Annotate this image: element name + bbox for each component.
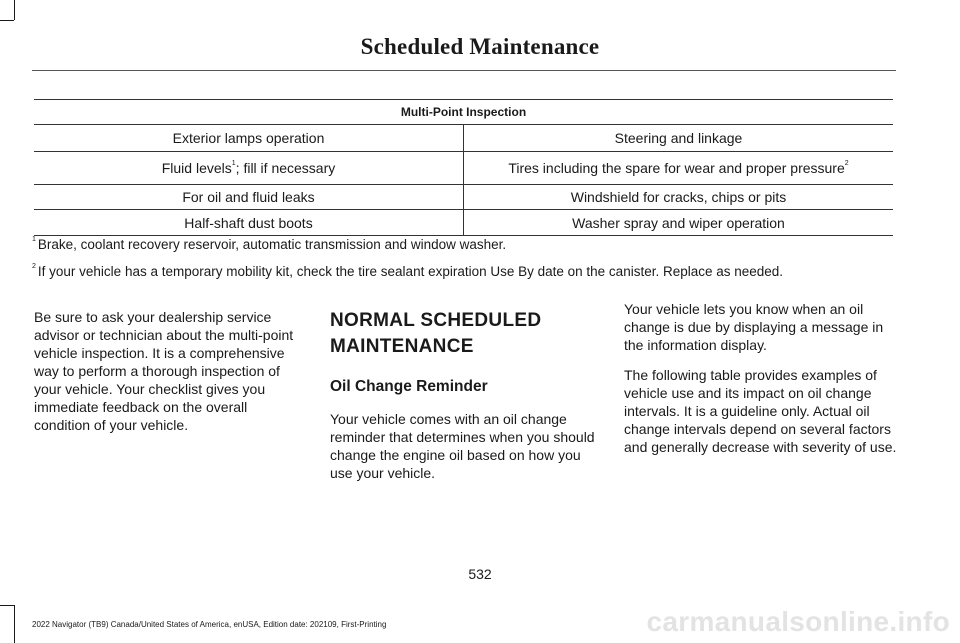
footnote-marker: 2 xyxy=(32,263,36,270)
edition-info: 2022 Navigator (TB9) Canada/United States of America, enUSA, Edition date: 202109, First-Printing xyxy=(32,620,387,629)
footnote-1 xyxy=(32,237,506,252)
multi-point-inspection-table xyxy=(34,99,893,236)
paragraph: Be sure to ask your dealership service advisor or technician about the multi-point vehicle inspection. It is a comprehensive way to perform a thorough inspection of your vehicle. Your checklist gives you immediate feedback on the overall condition of your vehicle. xyxy=(34,309,294,433)
page-title: Scheduled Maintenance xyxy=(360,34,600,59)
crop-mark-bottom-left-v xyxy=(14,605,15,643)
footnote-ref: 1 xyxy=(231,160,236,167)
watermark: carmanualsonline.info xyxy=(646,606,950,637)
table-title: Multi-Point Inspection xyxy=(34,100,893,125)
crop-mark-bottom-left-h xyxy=(0,605,14,606)
footnote-marker: 1 xyxy=(32,236,36,243)
crop-mark-top-left-v xyxy=(14,0,15,20)
page-number: 532 xyxy=(468,566,492,582)
column-middle xyxy=(330,308,602,494)
footnote-text: Brake, coolant recovery reservoir, automatic transmission and window washer. xyxy=(37,237,507,252)
title-divider xyxy=(32,70,896,71)
column-right xyxy=(624,300,899,468)
table-cell xyxy=(34,152,464,185)
table-cell: Washer spray and wiper operation xyxy=(464,210,894,236)
section-heading: NORMAL SCHEDULED MAINTENANCE xyxy=(330,310,542,357)
paragraph: The following table provides examples of vehicle use and its impact on oil change intervals. It is a guideline only. Actual oil change intervals depend on several factors and generally decrease with severity of use. xyxy=(624,367,897,455)
table-cell: Windshield for cracks, chips or pits xyxy=(464,185,894,210)
paragraph: Your vehicle lets you know when an oil change is due by displaying a message in the information display. xyxy=(624,301,884,353)
table-row xyxy=(34,125,893,152)
table-cell: Half-shaft dust boots xyxy=(34,210,464,236)
table-row xyxy=(34,210,893,236)
cell-text: Tires including the spare for wear and proper pressure xyxy=(508,160,845,176)
table-cell xyxy=(464,152,894,185)
subheading: Oil Change Reminder xyxy=(330,378,488,395)
table-cell: Exterior lamps operation xyxy=(34,125,464,152)
table-row xyxy=(34,152,893,185)
paragraph: Your vehicle comes with an oil change reminder that determines when you should change the engine oil based on how you use your vehicle. xyxy=(330,411,595,481)
column-left xyxy=(34,308,304,446)
crop-mark-top-left-h xyxy=(0,20,14,21)
cell-text-suffix: ; fill if necessary xyxy=(235,160,336,176)
footnote-2 xyxy=(32,264,783,279)
footnote-text: If your vehicle has a temporary mobility kit, check the tire sealant expiration Use By date on the canister. Replace as needed. xyxy=(37,264,784,279)
table-cell: For oil and fluid leaks xyxy=(34,185,464,210)
cell-text: Fluid levels xyxy=(161,160,232,176)
table-row xyxy=(34,185,893,210)
table-cell: Steering and linkage xyxy=(464,125,894,152)
footnote-ref: 2 xyxy=(844,160,849,167)
